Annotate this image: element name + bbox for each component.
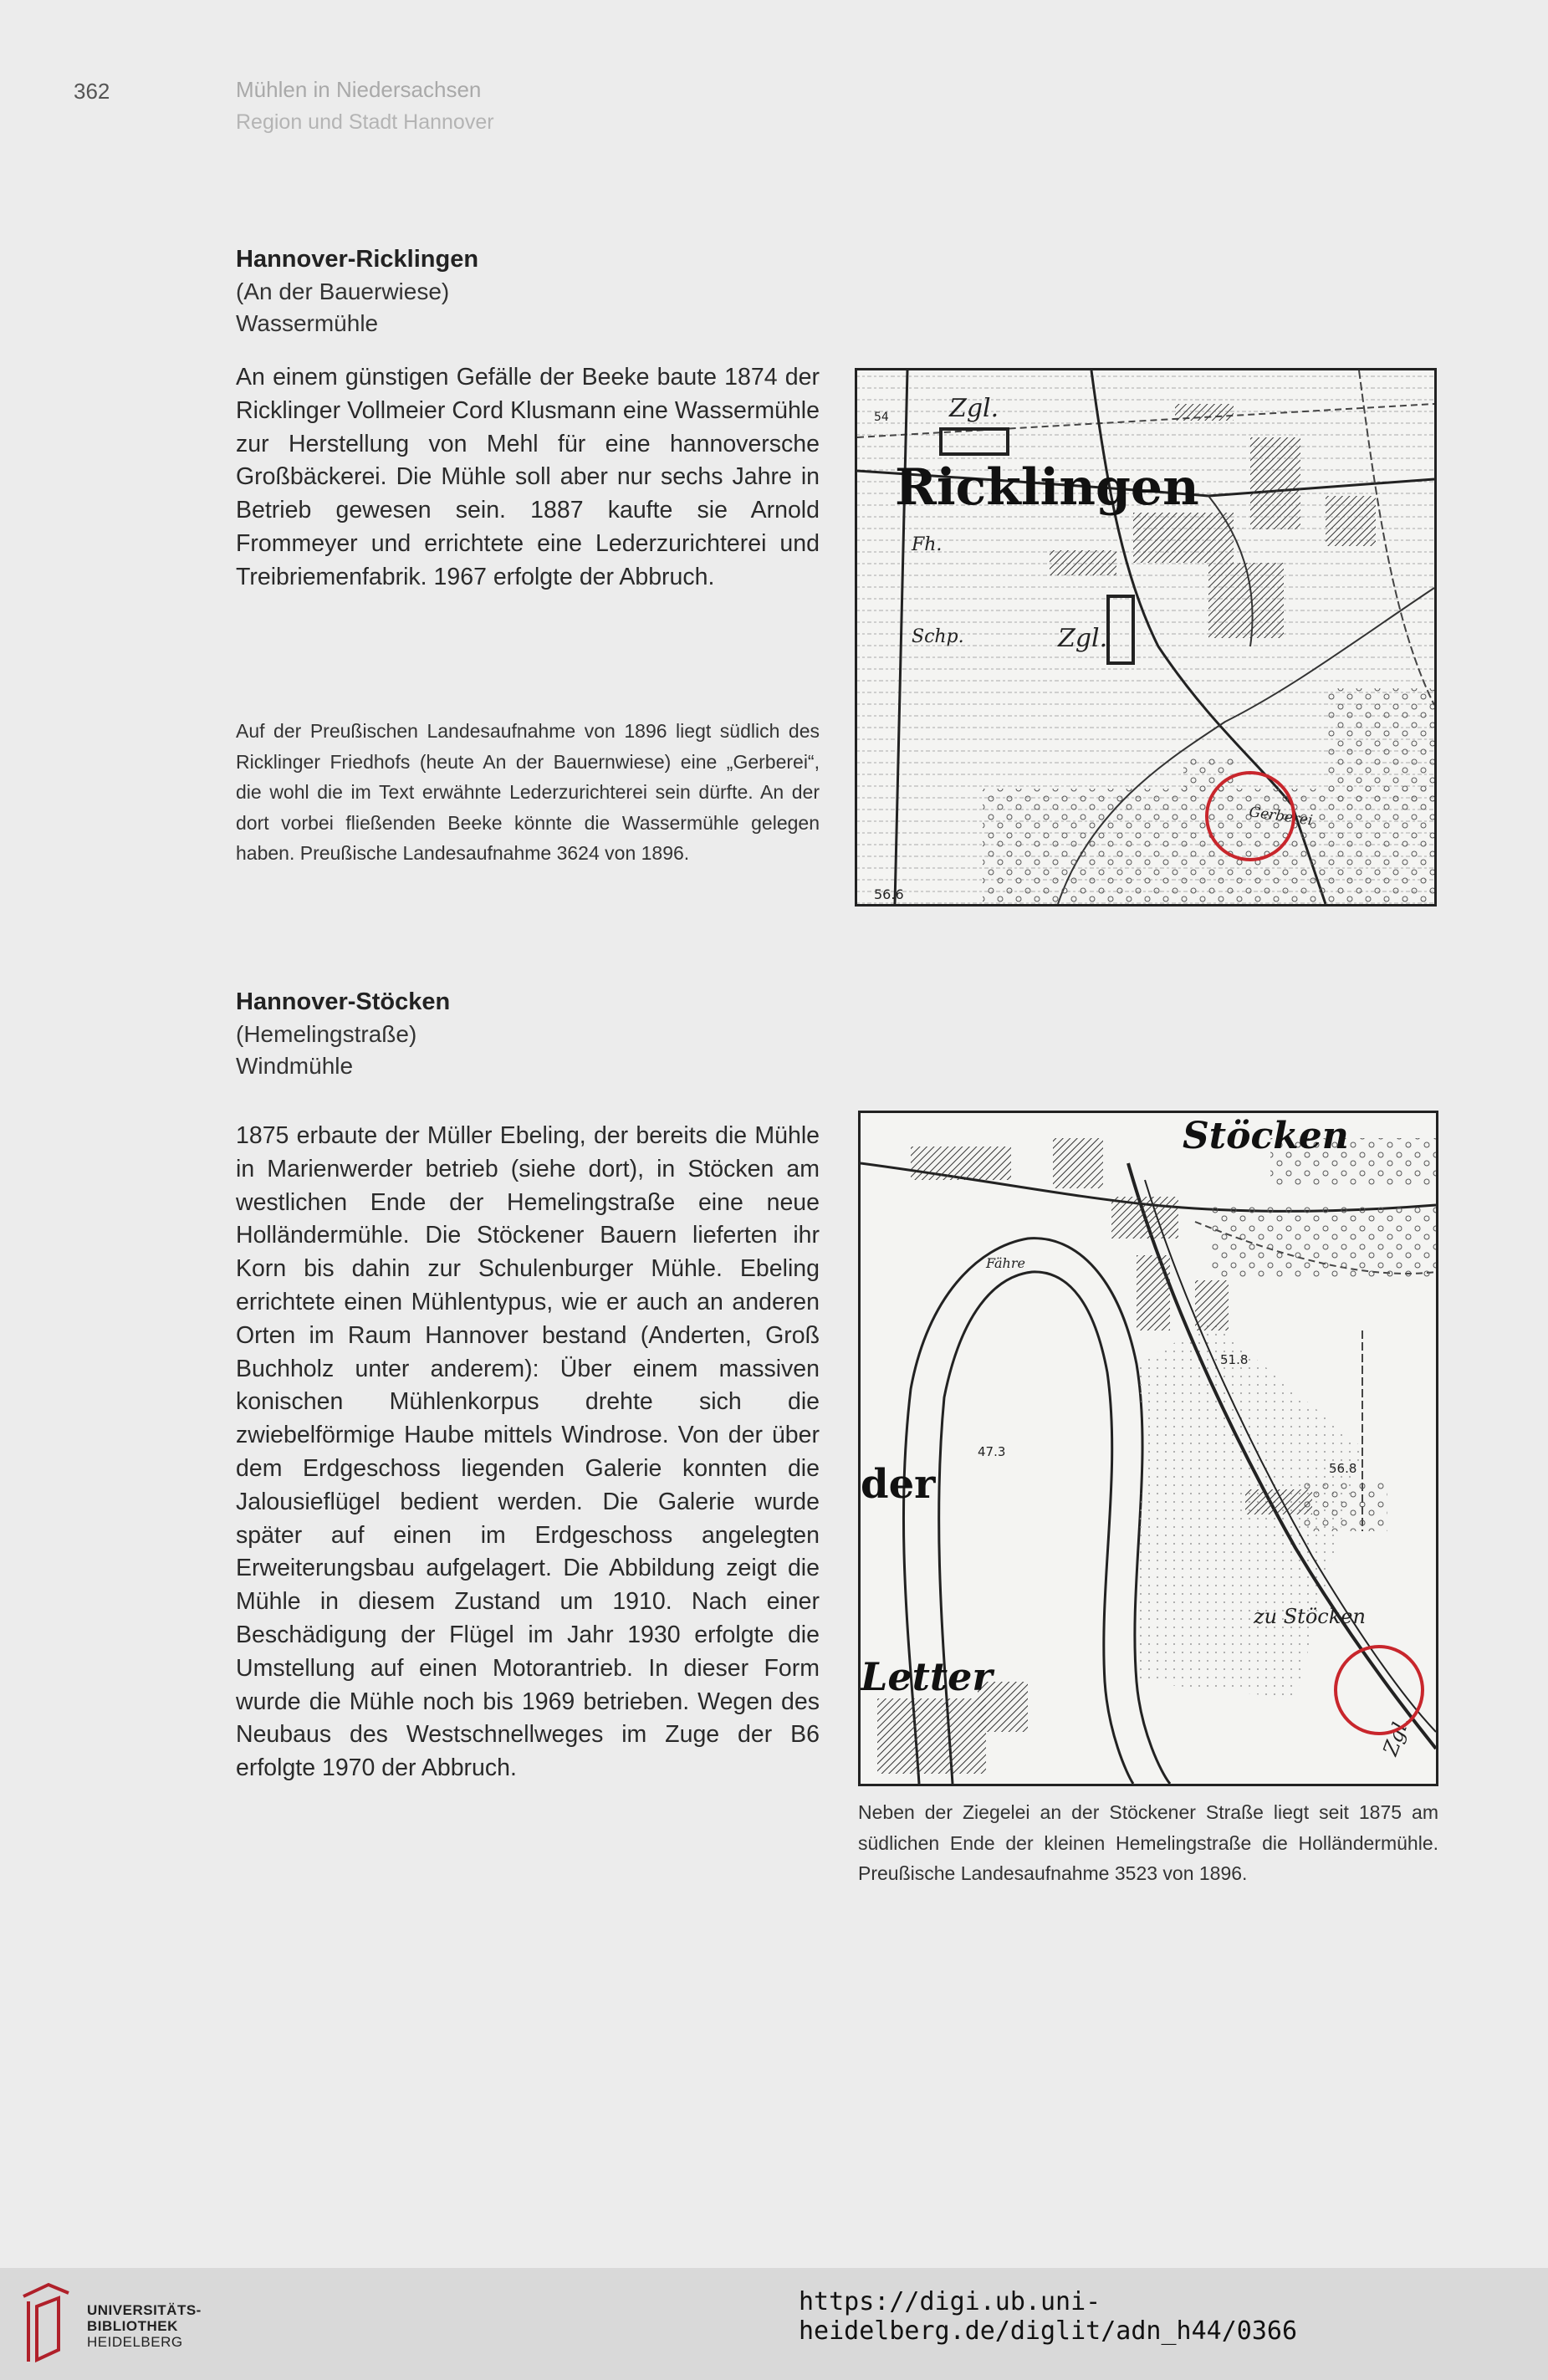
section-ricklingen-body — [236, 361, 820, 595]
map-label-letter: Letter — [861, 1654, 993, 1699]
section-heading: Hannover-Ricklingen — [236, 246, 479, 273]
map-label-ricklingen: Ricklingen — [895, 458, 1199, 517]
map-caption-stoecken: Neben der Ziegelei an der Stöckener Straße liegt seit 1875 am südlichen Ende der kleinen Hemelingstraße die Holländermühle. Preußische Landesaufnahme 3523 von 1896. — [858, 1801, 1438, 1884]
section-stoecken-body — [236, 1120, 820, 1785]
map-stoecken-drawing — [861, 1113, 1436, 1784]
map-label-zgl-mid: Zgl. — [1058, 624, 1108, 653]
map-label-elev-518: 51.8 — [1220, 1352, 1249, 1367]
map-label-fh: Fh. — [912, 534, 943, 555]
library-name-line1: UNIVERSITÄTS- — [87, 2302, 202, 2318]
map-ricklingen — [855, 368, 1437, 907]
page-number: 362 — [74, 79, 110, 104]
map-label-gerberei: Gerberei — [1248, 804, 1314, 830]
section-ricklingen-header — [236, 243, 478, 340]
library-name-line3: HEIDELBERG — [87, 2334, 183, 2350]
body-paragraph: 1875 erbaute der Müller Ebeling, der bereits die Mühle in Marienwerder betrieb (siehe dort), in Stöcken am westlichen Ende der Hemelingstraße eine neue Holländermühle. Die Stöckener Bauern lieferten ihr Korn bis dahin zur Schulenburger Mühle. Ebeling errichtete einen Mühlentypus, wie er auch an anderen Orten im Raum Hannover bestand (Anderten, Groß Buchholz unter anderem): Über einem massiven konischen Mühlenkorpus drehte sich die zwiebelförmige Haube mittels Windrose. Von der über dem Erdgeschoss liegenden Galerie konnten die Jalousieflügel bedient werden. Die Galerie wurde später auf einen im Erdgeschoss angelegten Erweiterungsbau aufgelagert. Die Abbildung zeigt die Mühle in diesem Zustand um 1910. Nach einer Beschädigung der Flügel im Jahr 1930 erfolgte die Umstellung auf einen Motorantrieb. In dieser Form wurde die Mühle noch bis 1969 betrieben. Wegen des Neubaus des Westschnellweges im Zuge der B6 erfolgte 1970 der Abbruch. — [236, 1122, 820, 1782]
section-heading: Hannover-Stöcken — [236, 988, 451, 1015]
library-name-line2: BIBLIOTHEK — [87, 2318, 178, 2334]
map-label-elev-473: 47.3 — [978, 1444, 1006, 1459]
library-logo[interactable] — [17, 2281, 75, 2365]
section-address: (Hemelingstraße) — [236, 1021, 417, 1047]
map-label-schp: Schp. — [912, 626, 964, 647]
section-mill-type: Wassermühle — [236, 310, 379, 336]
map-label-elev-568: 56.8 — [1329, 1461, 1357, 1476]
map-label-faehre: Fähre — [986, 1255, 1025, 1271]
map-label-elev-566: 56.6 — [874, 886, 904, 902]
map-label-der: der — [861, 1461, 936, 1508]
map-caption-ricklingen: Auf der Preußischen Landesaufnahme von 1896 liegt südlich des Ricklinger Friedhofs (heute An der Bauernwiese) eine „Gerberei“, die wohl die im Text erwähnte Lederzurichterei sein dürfte. An der dort vorbei fließenden Beeke könnte die Wassermühle gelegen haben. Preußische Landesaufnahme 3624 von 1896. — [236, 720, 820, 864]
page-url-link[interactable]: https://digi.ub.uni-heidelberg.de/diglit/adn_h44/0366 — [799, 2287, 1298, 2346]
section-address: (An der Bauerwiese) — [236, 278, 450, 304]
section-mill-type: Windmühle — [236, 1053, 354, 1079]
section-stoecken-header — [236, 985, 450, 1082]
map-label-elev-54: 54 — [874, 411, 889, 424]
map-ricklingen-drawing — [857, 370, 1434, 904]
map-label-zgl-top: Zgl. — [949, 394, 999, 423]
library-logo-icon — [17, 2281, 75, 2365]
map-label-zu-stoecken: zu Stöcken — [1254, 1605, 1366, 1628]
map-label-stoecken: Stöcken — [1183, 1115, 1349, 1157]
library-name — [87, 2302, 202, 2350]
body-paragraph: An einem günstigen Gefälle der Beeke baute 1874 der Ricklinger Vollmeier Cord Klusmann eine Wassermühle zur Herstellung von Mehl für eine hannoversche Großbäckerei. Die Mühle soll aber nur sechs Jahre in Betrieb gewesen sein. 1887 kaufte sie Arnold Frommeyer und errichtete eine Lederzurichterei und Treibriemenfabrik. 1967 erfolgte der Abbruch. — [236, 364, 820, 590]
running-subtitle: Region und Stadt Hannover — [236, 110, 494, 134]
map-stoecken — [858, 1111, 1438, 1786]
map-label-zgl: Zgl. — [1378, 1713, 1414, 1759]
running-title: Mühlen in Niedersachsen — [236, 77, 482, 102]
